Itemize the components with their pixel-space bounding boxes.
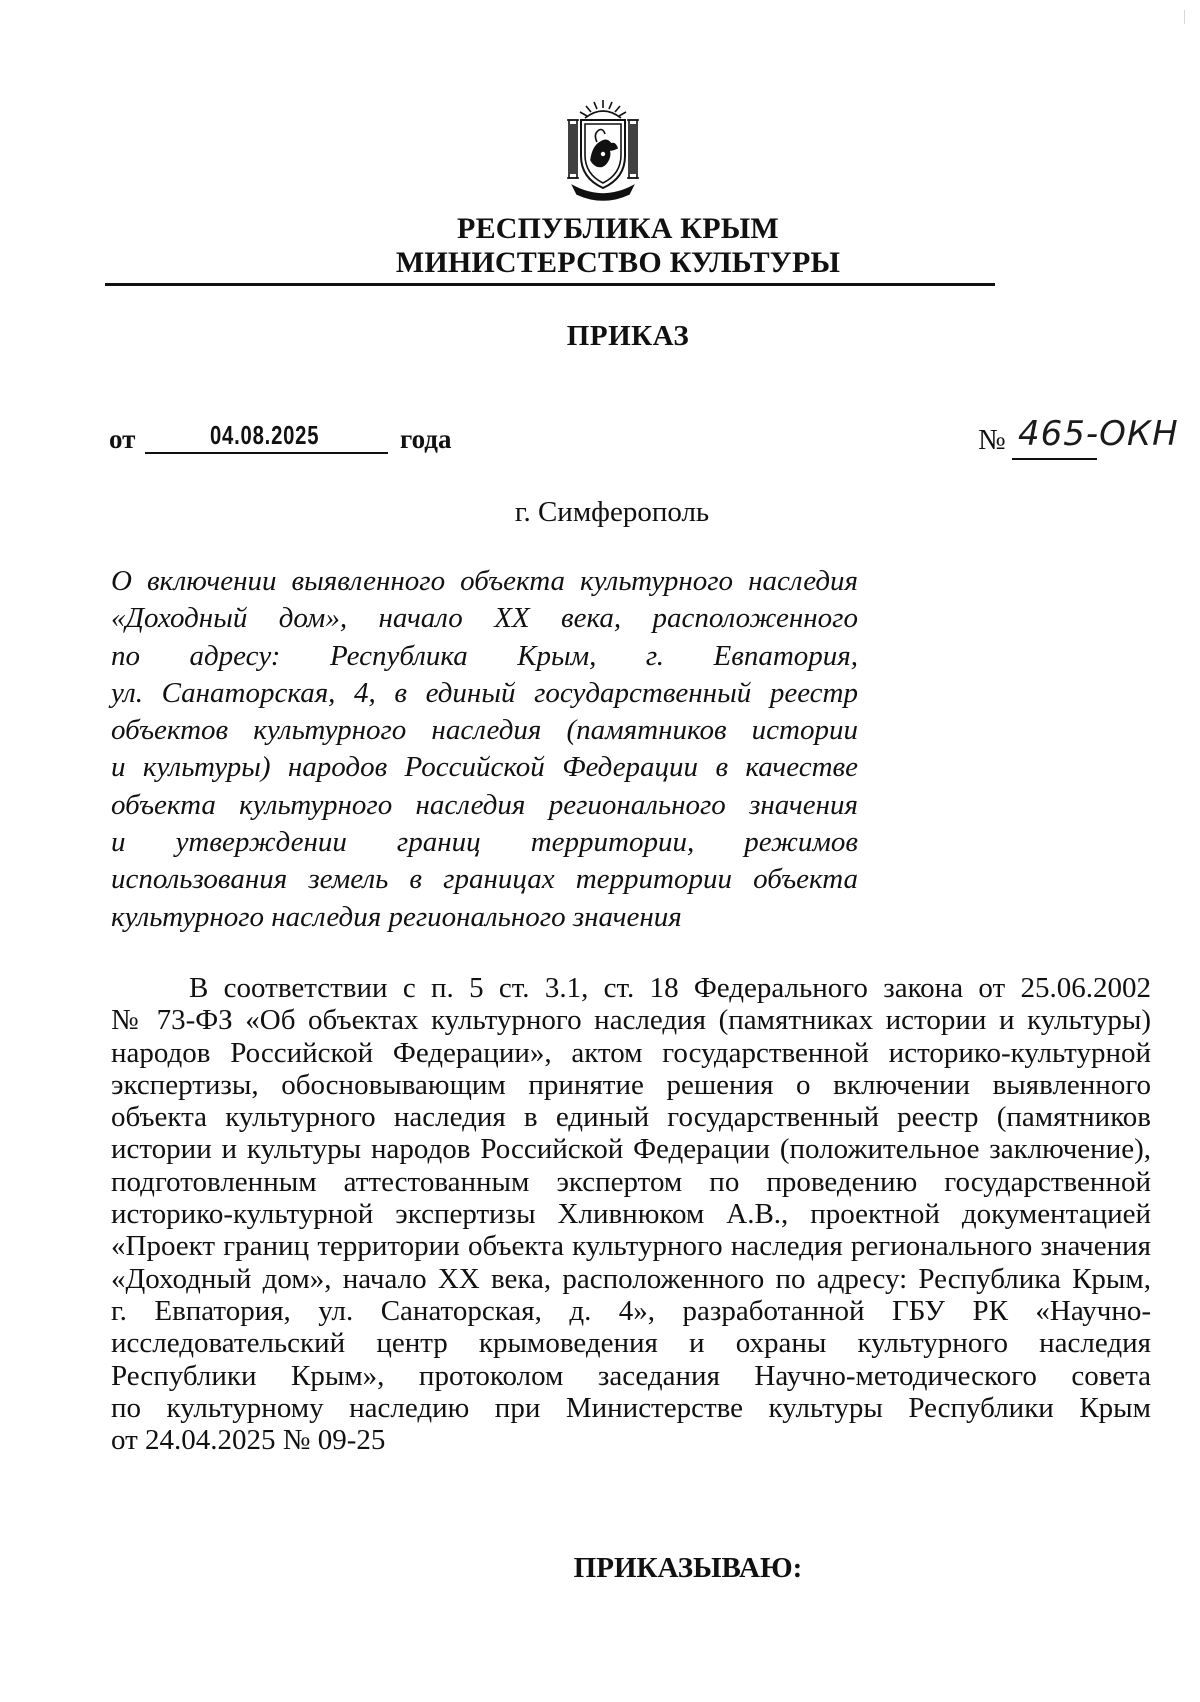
preamble-paragraph <box>111 972 1151 1456</box>
org-name-ministry: МИНИСТЕРСТВО КУЛЬТУРЫ <box>395 246 841 279</box>
number-underline <box>1012 458 1097 460</box>
body-line: г. Евпатория, ул. Санаторская, д. 4», разработанной ГБУ РК «Научно- <box>111 1294 1151 1327</box>
date-suffix: года <box>400 424 452 454</box>
subject-line: использования земель в границах территории объекта <box>111 863 858 896</box>
body-line: экспертизы, обосновывающим принятие решения о включении выявленного <box>111 1068 1151 1101</box>
body-line: В соответствии с п. 5 ст. 3.1, ст. 18 Федерального закона от 25.06.2002 <box>189 972 1151 1004</box>
body-line: объекта культурного наследия в единый государственный реестр (памятников <box>111 1101 1151 1134</box>
subject-line: ул. Санаторская, 4, в единый государственный реестр <box>111 676 858 709</box>
body-line: историко-культурной экспертизы Хливнюком А.В., проектной документацией <box>111 1198 1151 1231</box>
subject-line: по адресу: Республика Крым, г. Евпатория, <box>111 639 858 672</box>
order-verb-heading: ПРИКАЗЫВАЮ: <box>573 1552 803 1584</box>
body-line: «Доходный дом», начало XX века, расположенного по адресу: Республика Крым, <box>111 1262 1151 1295</box>
city-line: г. Симферополь <box>514 496 710 528</box>
scan-edge-mark <box>1184 10 1185 24</box>
subject-line: «Доходный дом», начало XX века, расположенного <box>111 602 858 635</box>
body-line: народов Российской Федерации», актом государственной историко-культурной <box>111 1036 1151 1069</box>
subject-line: объекта культурного наследия регионального значения <box>111 788 858 821</box>
body-line: «Проект границ территории объекта культурного наследия регионального значения <box>111 1230 1151 1263</box>
subject-line: объектов культурного наследия (памятников истории <box>111 714 858 747</box>
document-type-title: ПРИКАЗ <box>566 320 690 352</box>
subject-line: О включении выявленного объекта культурного наследия <box>111 565 858 597</box>
header-divider <box>105 283 995 286</box>
body-line: подготовленным аттестованным экспертом по проведению государственной <box>111 1165 1151 1198</box>
body-line: по культурному наследию при Министерстве культуры Республики Крым <box>111 1391 1151 1424</box>
number-label: № <box>978 424 1006 456</box>
order-subject <box>111 563 858 936</box>
date-stamp: 04.08.2025 <box>210 420 320 450</box>
body-line: № 73-ФЗ «Об объектах культурного наследия (памятниках истории и культуры) <box>111 1004 1151 1037</box>
body-line: истории и культуры народов Российской Федерации (положительное заключение), <box>111 1133 1151 1166</box>
date-underline <box>145 452 388 454</box>
subject-line: культурного наследия регионального значения <box>111 900 682 933</box>
handwritten-number: 465-ОКН <box>1018 414 1179 454</box>
date-prefix: от <box>109 424 136 454</box>
crimea-coat-of-arms-icon <box>563 98 643 203</box>
org-name-region: РЕСПУБЛИКА КРЫМ <box>457 212 779 245</box>
subject-line: и культуры) народов Российской Федерации в качестве <box>111 751 858 784</box>
subject-line: и утверждении границ территории, режимов <box>111 826 858 859</box>
body-line: от 24.04.2025 № 09-25 <box>111 1424 386 1457</box>
body-line: Республики Крым», протоколом заседания Научно-методического совета <box>111 1359 1151 1392</box>
body-line: исследовательский центр крымоведения и охраны культурного наследия <box>111 1327 1151 1360</box>
